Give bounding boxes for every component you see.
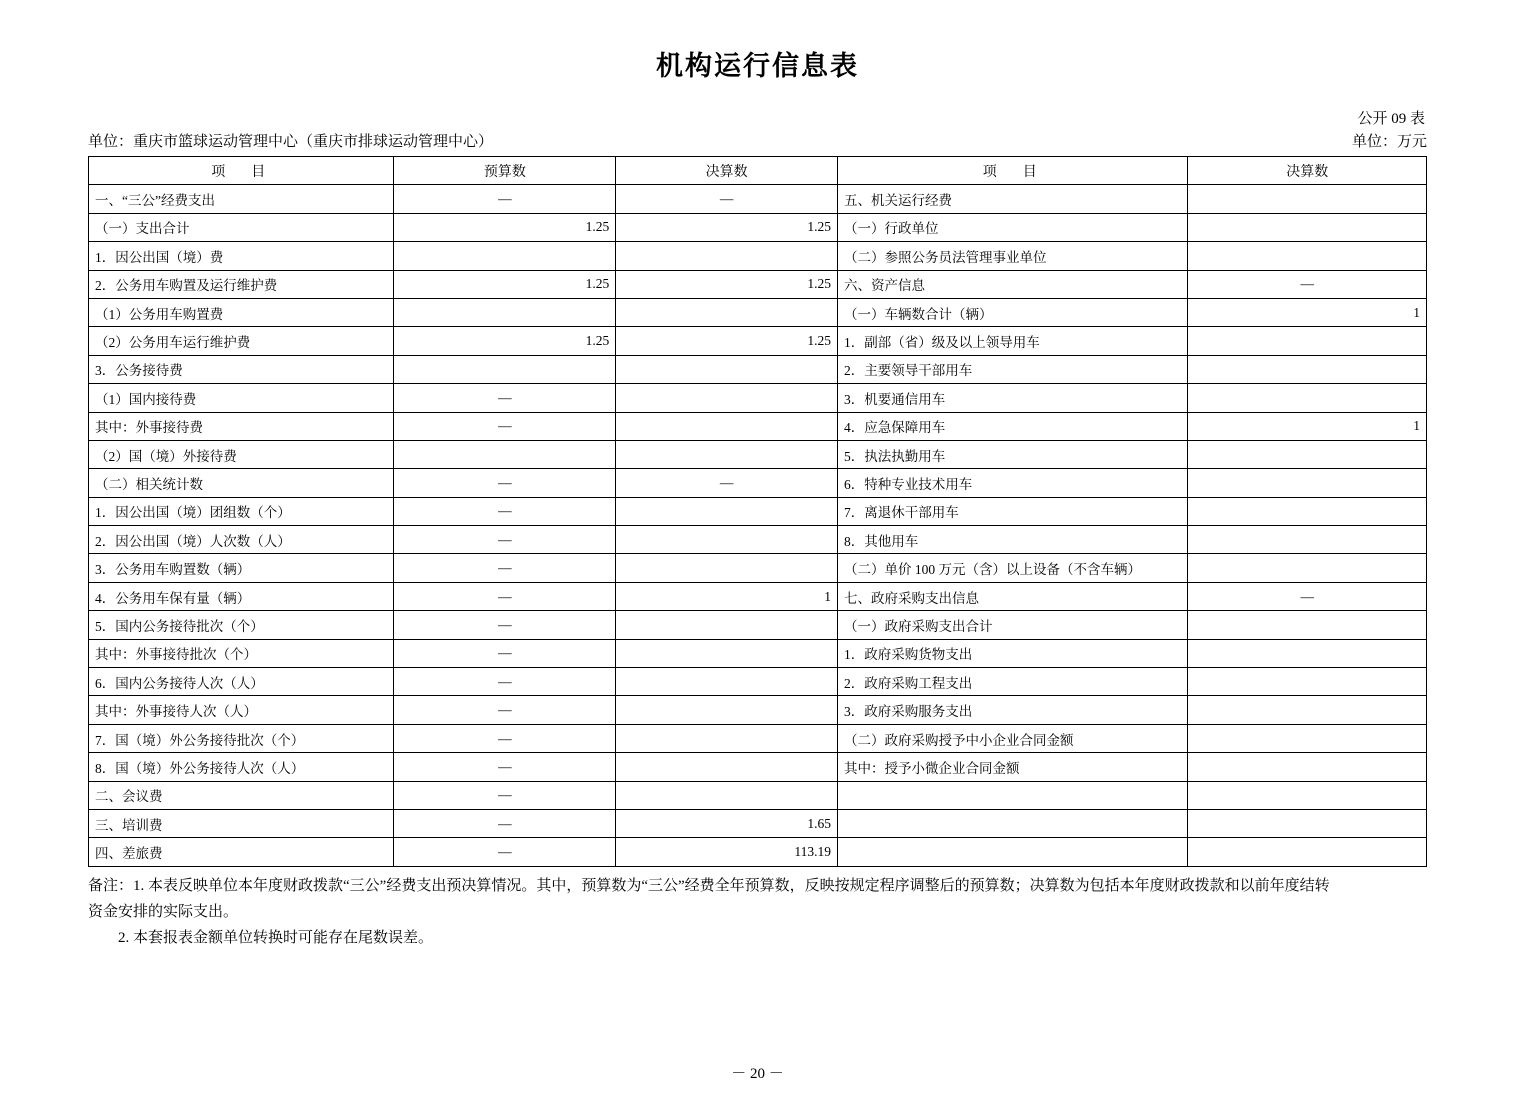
cell-final — [616, 668, 838, 696]
cell-left-item: 3．公务接待费 — [89, 355, 394, 383]
cell-right-item: （一）政府采购支出合计 — [838, 611, 1188, 639]
cell-budget: 1.25 — [394, 213, 616, 241]
cell-budget: — — [394, 554, 616, 582]
cell-final — [616, 639, 838, 667]
table-row — [89, 213, 1427, 241]
cell-budget: — — [394, 412, 616, 440]
cell-right-final — [1188, 469, 1427, 497]
cell-right-item: 7．离退休干部用车 — [838, 497, 1188, 525]
cell-budget: — — [394, 781, 616, 809]
table-row — [89, 753, 1427, 781]
cell-right-item: （二）参照公务员法管理事业单位 — [838, 242, 1188, 270]
table-row — [89, 384, 1427, 412]
meta-row — [88, 130, 1427, 151]
cell-budget: — — [394, 809, 616, 837]
cell-right-item: 六、资产信息 — [838, 270, 1188, 298]
table-row — [89, 696, 1427, 724]
cell-left-item: （2）公务用车运行维护费 — [89, 327, 394, 355]
cell-right-final — [1188, 668, 1427, 696]
cell-right-item: 五、机关运行经费 — [838, 185, 1188, 213]
cell-budget: — — [394, 526, 616, 554]
note-line-1: 备注：1. 本表反映单位本年度财政拨款“三公”经费支出预决算情况。其中，预算数为“三公”经费全年预算数，反映按规定程序调整后的预算数；决算数为包括本年度财政拨款和以前年度结转 — [88, 877, 1330, 894]
cell-budget: — — [394, 753, 616, 781]
cell-budget: — — [394, 611, 616, 639]
cell-left-item: 7．国（境）外公务接待批次（个） — [89, 724, 394, 752]
cell-final — [616, 384, 838, 412]
cell-final: — — [616, 185, 838, 213]
notes-block — [88, 873, 1427, 952]
table-row — [89, 270, 1427, 298]
table-row — [89, 412, 1427, 440]
cell-right-item: 8．其他用车 — [838, 526, 1188, 554]
cell-left-item: 1．因公出国（境）费 — [89, 242, 394, 270]
cell-final: — — [616, 469, 838, 497]
table-row — [89, 355, 1427, 383]
cell-right-final: 1 — [1188, 412, 1427, 440]
cell-final: 1.65 — [616, 809, 838, 837]
cell-left-item: 8．国（境）外公务接待人次（人） — [89, 753, 394, 781]
cell-right-final — [1188, 526, 1427, 554]
cell-right-final — [1188, 355, 1427, 383]
cell-right-item: 3．机要通信用车 — [838, 384, 1188, 412]
cell-right-item: 2．主要领导干部用车 — [838, 355, 1188, 383]
cell-left-item: 5．国内公务接待批次（个） — [89, 611, 394, 639]
table-row — [89, 809, 1427, 837]
cell-right-final — [1188, 809, 1427, 837]
cell-final — [616, 696, 838, 724]
cell-right-final: 1 — [1188, 298, 1427, 326]
cell-final: 113.19 — [616, 838, 838, 866]
header-budget: 预算数 — [394, 157, 616, 185]
table-header-row — [89, 157, 1427, 185]
cell-right-item: 1．政府采购货物支出 — [838, 639, 1188, 667]
cell-right-final — [1188, 696, 1427, 724]
cell-budget: — — [394, 639, 616, 667]
cell-budget: — — [394, 582, 616, 610]
cell-left-item: （一）支出合计 — [89, 213, 394, 241]
cell-final — [616, 412, 838, 440]
header-right-final: 决算数 — [1188, 157, 1427, 185]
cell-budget: — — [394, 497, 616, 525]
cell-final — [616, 753, 838, 781]
cell-right-final — [1188, 384, 1427, 412]
cell-budget — [394, 355, 616, 383]
table-row — [89, 185, 1427, 213]
cell-final: 1.25 — [616, 327, 838, 355]
table-row — [89, 526, 1427, 554]
organization-operation-table — [88, 156, 1427, 867]
cell-left-item: （二）相关统计数 — [89, 469, 394, 497]
cell-right-item: （二）单价 100 万元（含）以上设备（不含车辆） — [838, 554, 1188, 582]
cell-left-item: 其中：外事接待人次（人） — [89, 696, 394, 724]
cell-final — [616, 526, 838, 554]
table-row — [89, 639, 1427, 667]
table-row — [89, 242, 1427, 270]
table-row — [89, 724, 1427, 752]
cell-left-item: 四、差旅费 — [89, 838, 394, 866]
cell-left-item: 其中：外事接待批次（个） — [89, 639, 394, 667]
cell-budget: — — [394, 185, 616, 213]
cell-left-item: 二、会议费 — [89, 781, 394, 809]
cell-budget: — — [394, 469, 616, 497]
cell-left-item: 2．因公出国（境）人次数（人） — [89, 526, 394, 554]
cell-left-item: （1）公务用车购置费 — [89, 298, 394, 326]
cell-right-item: 5．执法执勤用车 — [838, 440, 1188, 468]
cell-right-item: 其中：授予小微企业合同金额 — [838, 753, 1188, 781]
cell-budget: — — [394, 696, 616, 724]
cell-right-item: 3．政府采购服务支出 — [838, 696, 1188, 724]
cell-left-item: 1．因公出国（境）团组数（个） — [89, 497, 394, 525]
cell-right-item — [838, 781, 1188, 809]
cell-budget — [394, 298, 616, 326]
cell-left-item: 6．国内公务接待人次（人） — [89, 668, 394, 696]
header-right-item: 项 目 — [838, 157, 1188, 185]
page-number: － 20 － — [731, 1066, 784, 1082]
sheet-number: 公开 09 表 — [1357, 111, 1425, 127]
cell-final — [616, 611, 838, 639]
table-row — [89, 838, 1427, 866]
cell-final — [616, 781, 838, 809]
cell-left-item: 2．公务用车购置及运行维护费 — [89, 270, 394, 298]
cell-right-item: （二）政府采购授予中小企业合同金额 — [838, 724, 1188, 752]
amount-unit-label: 单位：万元 — [1351, 134, 1427, 150]
page-title: 机构运行信息表 — [656, 51, 859, 81]
cell-right-final — [1188, 639, 1427, 667]
cell-right-final — [1188, 327, 1427, 355]
cell-budget: — — [394, 838, 616, 866]
cell-right-final — [1188, 497, 1427, 525]
cell-budget: — — [394, 668, 616, 696]
note-line-3: 2. 本套报表金额单位转换时可能存在尾数误差。 — [118, 930, 434, 947]
table-row — [89, 298, 1427, 326]
cell-budget: — — [394, 384, 616, 412]
cell-right-item: 七、政府采购支出信息 — [838, 582, 1188, 610]
cell-right-item: （一）行政单位 — [838, 213, 1188, 241]
cell-final — [616, 497, 838, 525]
cell-final: 1.25 — [616, 270, 838, 298]
unit-name-label: 单位：重庆市篮球运动管理中心（重庆市排球运动管理中心） — [88, 134, 494, 150]
table-row — [89, 554, 1427, 582]
cell-budget: 1.25 — [394, 327, 616, 355]
cell-right-final — [1188, 781, 1427, 809]
cell-right-item — [838, 838, 1188, 866]
cell-budget: — — [394, 724, 616, 752]
cell-final — [616, 298, 838, 326]
cell-right-item: 1．副部（省）级及以上领导用车 — [838, 327, 1188, 355]
cell-final — [616, 724, 838, 752]
table-row — [89, 668, 1427, 696]
cell-left-item: （1）国内接待费 — [89, 384, 394, 412]
table-row — [89, 582, 1427, 610]
cell-right-final — [1188, 242, 1427, 270]
cell-right-final — [1188, 554, 1427, 582]
cell-left-item: （2）国（境）外接待费 — [89, 440, 394, 468]
cell-left-item: 三、培训费 — [89, 809, 394, 837]
cell-right-final — [1188, 213, 1427, 241]
document-page — [0, 44, 1515, 1113]
cell-budget: 1.25 — [394, 270, 616, 298]
cell-right-final — [1188, 185, 1427, 213]
table-row — [89, 497, 1427, 525]
table-row — [89, 440, 1427, 468]
cell-right-item: （一）车辆数合计（辆） — [838, 298, 1188, 326]
cell-right-item: 6．特种专业技术用车 — [838, 469, 1188, 497]
cell-right-item — [838, 809, 1188, 837]
cell-final — [616, 440, 838, 468]
header-final: 决算数 — [616, 157, 838, 185]
cell-final — [616, 242, 838, 270]
cell-left-item: 3．公务用车购置数（辆） — [89, 554, 394, 582]
cell-final — [616, 554, 838, 582]
table-row — [89, 611, 1427, 639]
table-row — [89, 327, 1427, 355]
cell-right-final — [1188, 838, 1427, 866]
cell-right-item: 2．政府采购工程支出 — [838, 668, 1188, 696]
cell-right-final — [1188, 440, 1427, 468]
cell-left-item: 4．公务用车保有量（辆） — [89, 582, 394, 610]
cell-right-item: 4．应急保障用车 — [838, 412, 1188, 440]
table-row — [89, 469, 1427, 497]
cell-right-final — [1188, 611, 1427, 639]
table-body — [89, 185, 1427, 866]
cell-right-final: — — [1188, 582, 1427, 610]
cell-right-final — [1188, 724, 1427, 752]
note-line-2: 资金安排的实际支出。 — [88, 904, 239, 921]
cell-final: 1.25 — [616, 213, 838, 241]
cell-right-final — [1188, 753, 1427, 781]
cell-left-item: 其中：外事接待费 — [89, 412, 394, 440]
cell-budget — [394, 242, 616, 270]
cell-budget — [394, 440, 616, 468]
cell-right-final: — — [1188, 270, 1427, 298]
header-left-item: 项 目 — [89, 157, 394, 185]
cell-final — [616, 355, 838, 383]
cell-left-item: 一、“三公”经费支出 — [89, 185, 394, 213]
cell-final: 1 — [616, 582, 838, 610]
table-row — [89, 781, 1427, 809]
